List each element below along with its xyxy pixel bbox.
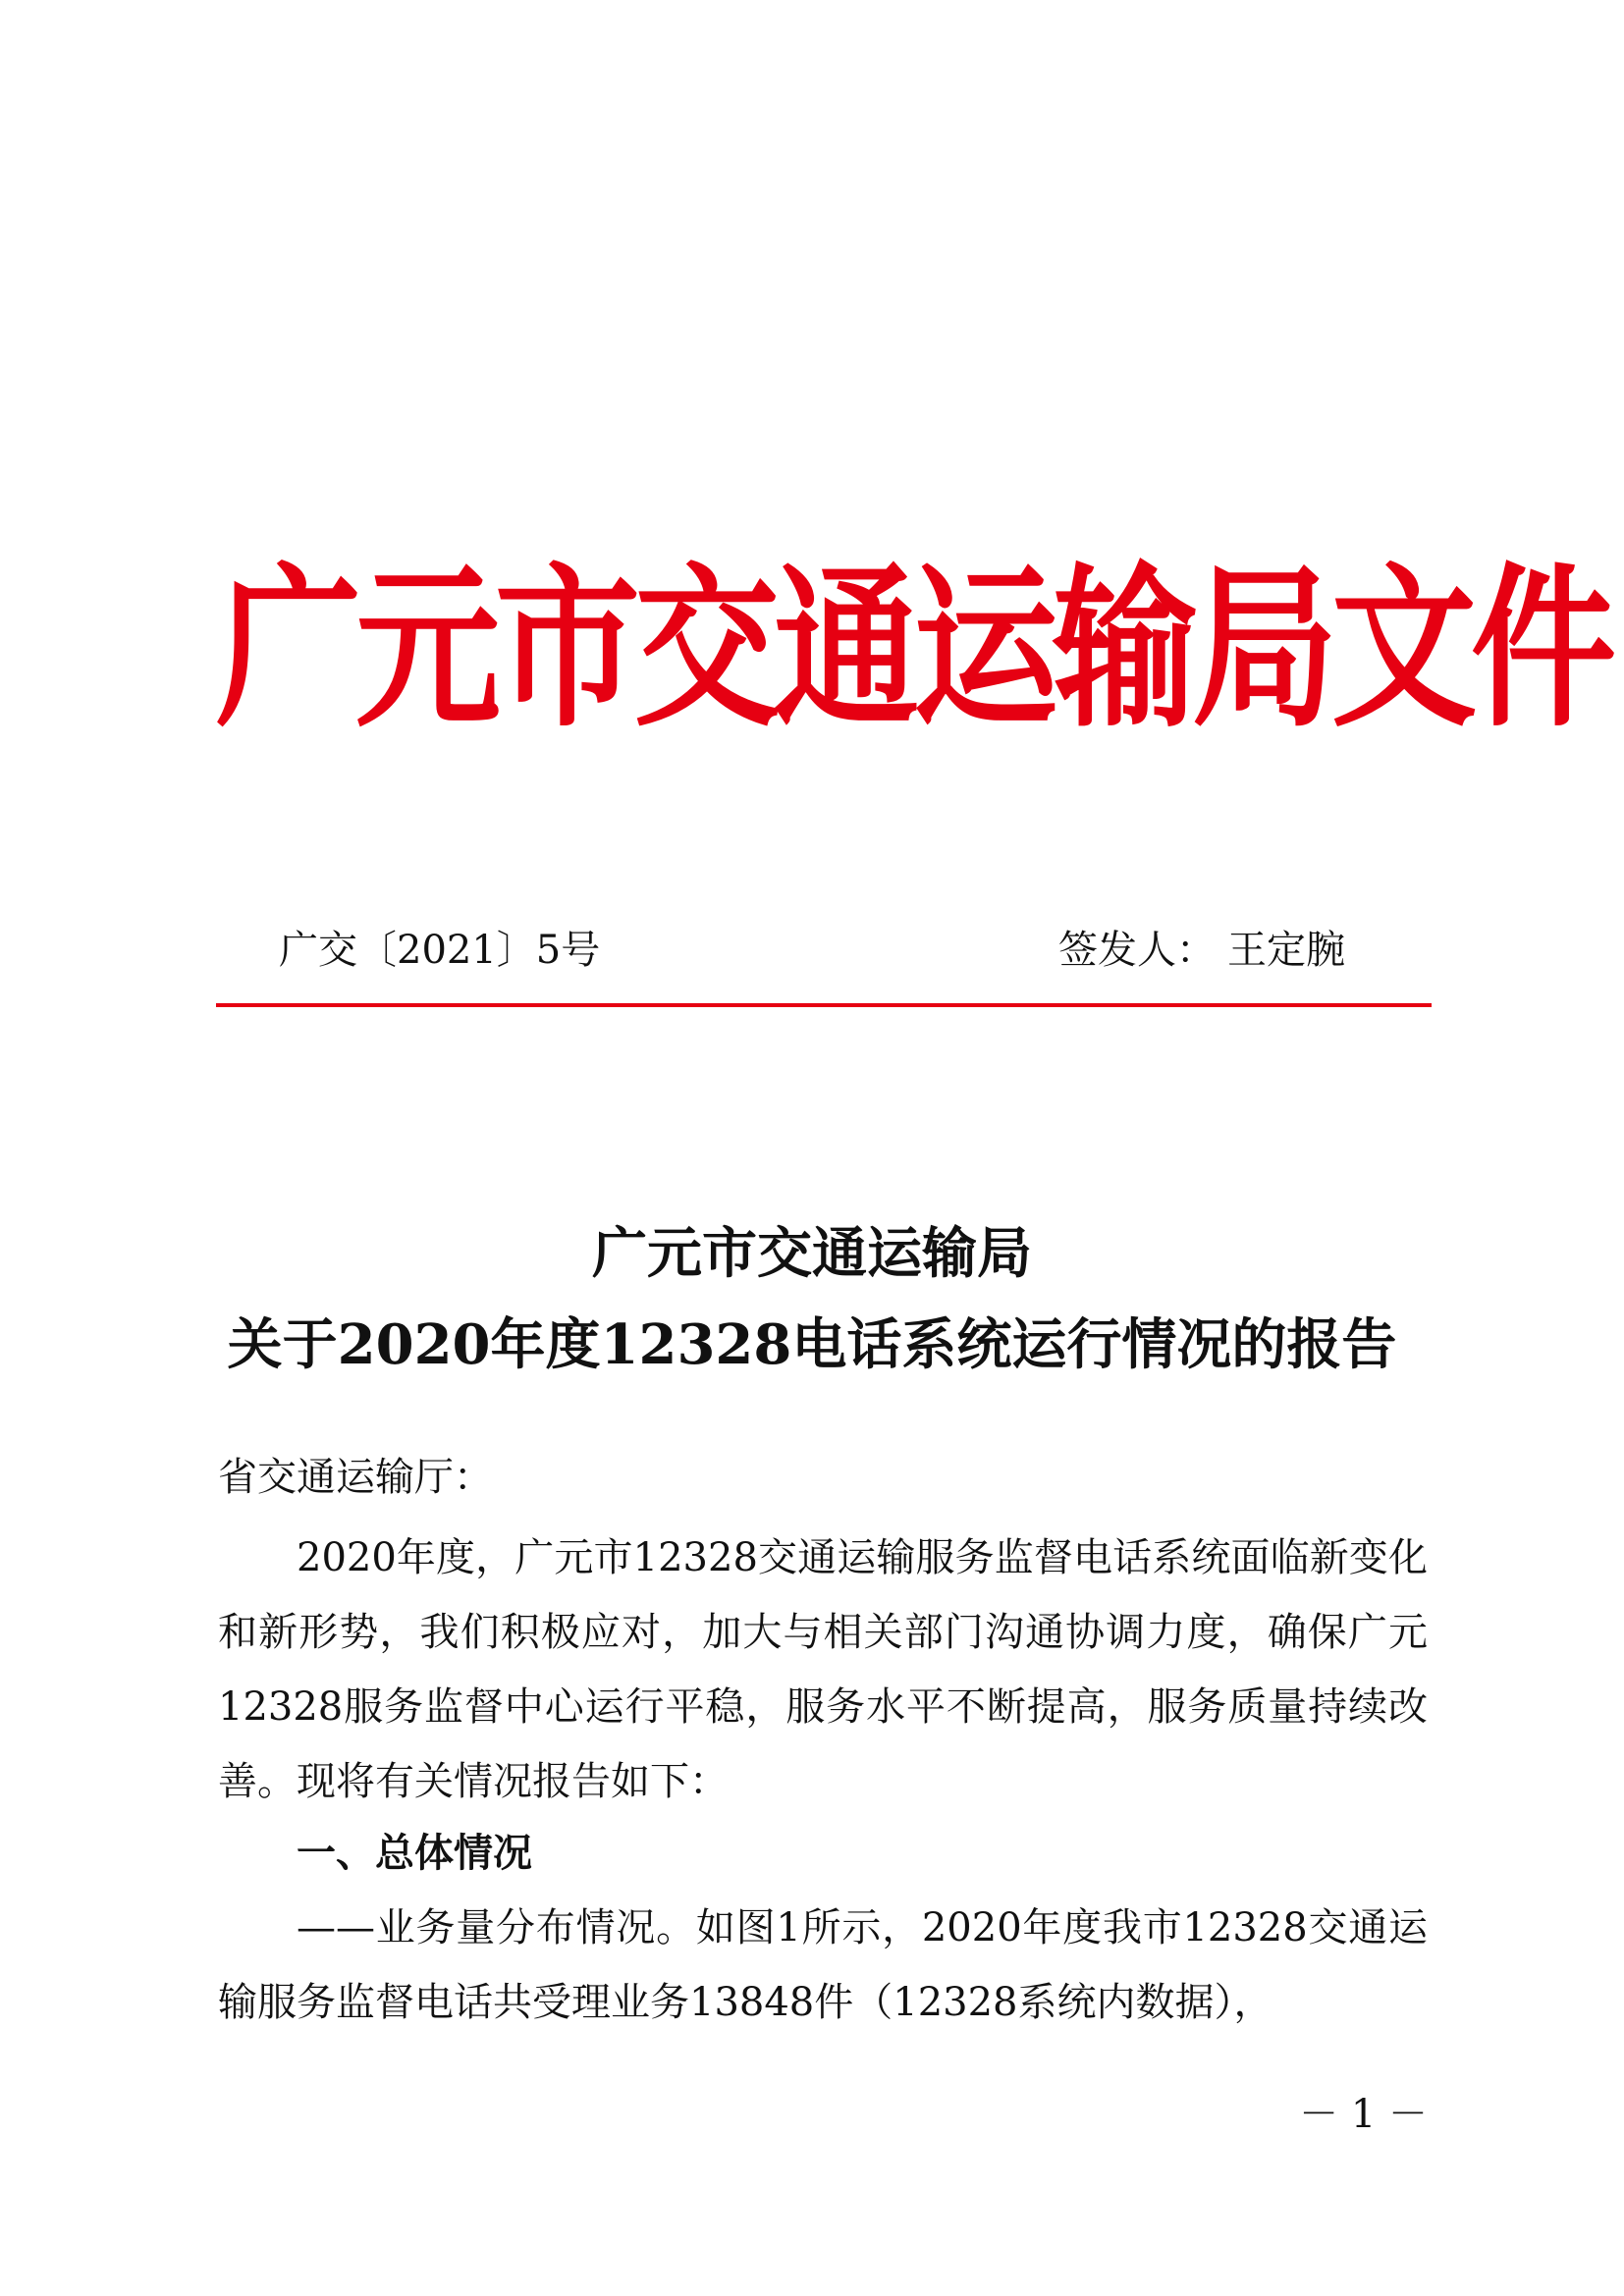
red-separator-line xyxy=(216,1003,1432,1007)
salutation: 省交通运输厅： xyxy=(218,1455,493,1500)
document-red-header: 广元市交通运输局文件 xyxy=(216,545,1610,751)
signer-label: 签发人： xyxy=(1058,928,1216,973)
page-number: － 1 － xyxy=(1299,2092,1428,2137)
document-number: 广交〔2021〕5号 xyxy=(279,928,601,973)
document-meta-row xyxy=(279,921,1345,980)
body-paragraph-1: 2020年度，广元市12328交通运输服务监督电话系统面临新变化和新形势，我们积极应对，加大与相关部门沟通协调力度，确保广元12328服务监督中心运行平稳，服务水平不断提高，服务质量持续改善。现将有关情况报告如下： xyxy=(218,1535,1428,1804)
report-title-line-2: 关于2020年度12328电话系统运行情况的报告 xyxy=(227,1312,1397,1377)
section-heading-1: 一、总体情况 xyxy=(297,1831,532,1876)
signer xyxy=(1058,921,1345,980)
signer-name: 王定腕 xyxy=(1227,928,1345,973)
body-paragraph-2: ——业务量分布情况。如图1所示，2020年度我市12328交通运输服务监督电话共受理业务13848件（12328系统内数据）， xyxy=(218,1905,1428,2025)
report-title-line-1: 广元市交通运输局 xyxy=(592,1221,1032,1286)
